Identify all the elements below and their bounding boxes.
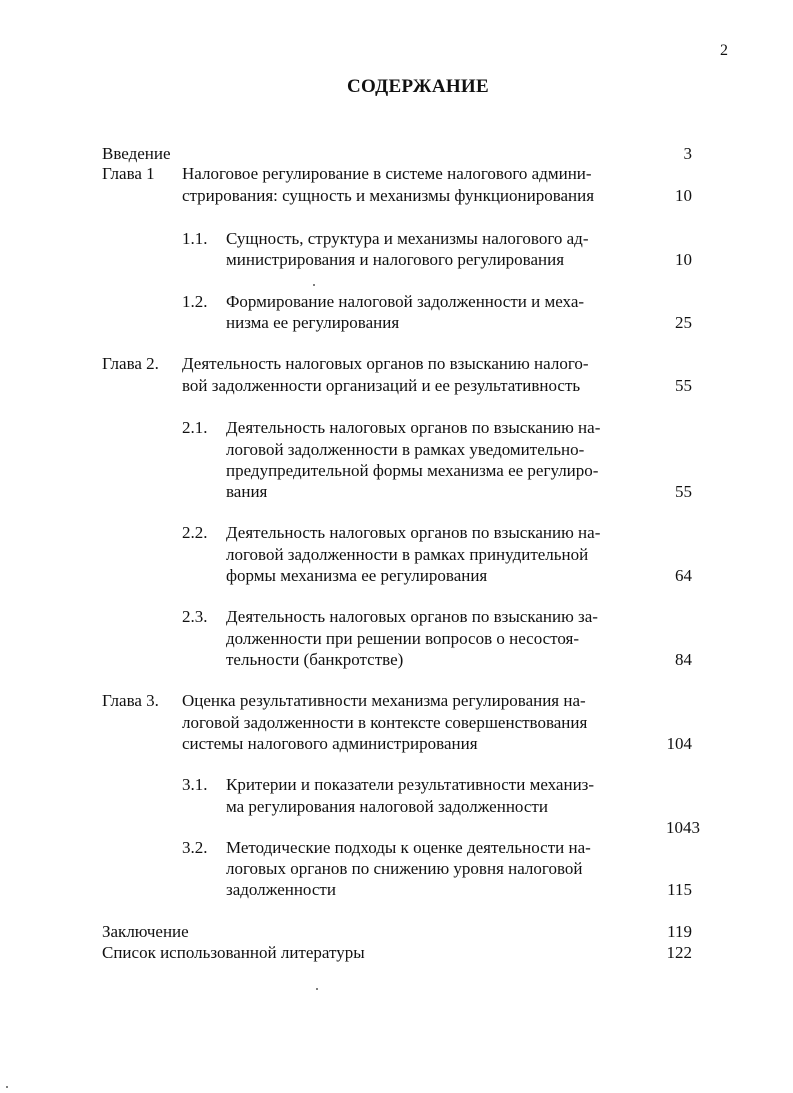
toc-section-2-2-line-1: Деятельность налоговых органов по взысканию на- (226, 523, 601, 542)
toc-section-3-2-page: 115 (667, 880, 692, 899)
toc-section-2-2-page: 64 (675, 566, 692, 585)
toc-section-1-1-number: 1.1. (182, 229, 208, 248)
toc-section-2-3-number: 2.3. (182, 607, 208, 626)
toc-section-2-3-line-3: тельности (банкротстве) (226, 650, 404, 669)
toc-bibliography-page: 122 (666, 943, 692, 962)
toc-chapter-3-label: Глава 3. (102, 691, 159, 710)
toc-section-2-3-line-2: долженности при решении вопросов о несостоя- (226, 629, 580, 648)
scan-speck (313, 284, 315, 286)
toc-section-1-1-page: 10 (675, 250, 692, 269)
toc-section-2-3-page: 84 (675, 650, 692, 669)
toc-section-2-2-number: 2.2. (182, 523, 208, 542)
toc-chapter-3-line-1: Оценка результативности механизма регулирования на- (182, 691, 586, 710)
toc-section-3-1-page: 1043 (666, 818, 700, 837)
toc-section-2-1-number: 2.1. (182, 418, 208, 437)
toc-chapter-1-line-2: стрирования: сущность и механизмы функционирования (182, 186, 595, 205)
toc-section-3-1-line-2: ма регулирования налоговой задолженности (226, 797, 548, 816)
toc-section-3-1-number: 3.1. (182, 775, 208, 794)
scan-speck (316, 988, 318, 990)
document-title: СОДЕРЖАНИЕ (347, 76, 489, 97)
toc-section-1-1-line-2: министрирования и налогового регулирования (226, 250, 565, 269)
toc-chapter-1-line-1: Налоговое регулирование в системе налогового админи- (182, 164, 592, 183)
toc-section-1-2-number: 1.2. (182, 292, 208, 311)
toc-section-2-1-line-1: Деятельность налоговых органов по взысканию на- (226, 418, 601, 437)
toc-section-2-2-line-3: формы механизма ее регулирования (226, 566, 488, 585)
toc-section-1-1-line-1: Сущность, структура и механизмы налогового ад- (226, 229, 589, 248)
toc-section-2-1-line-2: логовой задолженности в рамках уведомительно- (226, 440, 585, 459)
toc-section-3-2-line-2: логовых органов по снижению уровня налоговой (226, 859, 583, 878)
toc-section-3-2-line-1: Методические подходы к оценке деятельности на- (226, 838, 591, 857)
toc-section-2-2-line-2: логовой задолженности в рамках принудительной (226, 545, 589, 564)
toc-chapter-3-line-2: логовой задолженности в контексте совершенствования (182, 713, 588, 732)
toc-section-3-1-line-1: Критерии и показатели результативности механиз- (226, 775, 595, 794)
toc-section-2-3-line-1: Деятельность налоговых органов по взысканию за- (226, 607, 598, 626)
toc-section-2-1-line-3: предупредительной формы механизма ее регулиро- (226, 461, 599, 480)
page-number: 2 (720, 42, 728, 59)
toc-section-1-2-page: 25 (675, 313, 692, 332)
toc-chapter-3-line-3: системы налогового администрирования (182, 734, 478, 753)
toc-chapter-2-line-1: Деятельность налоговых органов по взысканию налого- (182, 354, 589, 373)
toc-chapter-1-label: Глава 1 (102, 164, 155, 183)
toc-section-2-1-line-4: вания (226, 482, 268, 501)
toc-chapter-2-page: 55 (675, 376, 692, 395)
toc-chapter-2-line-2: вой задолженности организаций и ее результативность (182, 376, 581, 395)
toc-chapter-1-page: 10 (675, 186, 692, 205)
toc-section-3-2-line-3: задолженности (226, 880, 336, 899)
toc-chapter-2-label: Глава 2. (102, 354, 159, 373)
toc-section-1-2-line-1: Формирование налоговой задолженности и меха- (226, 292, 585, 311)
toc-section-1-2-line-2: низма ее регулирования (226, 313, 400, 332)
toc-intro-label: Введение (102, 144, 171, 163)
toc-conclusion-label: Заключение (102, 922, 189, 941)
toc-section-3-2-number: 3.2. (182, 838, 208, 857)
toc-section-2-1-page: 55 (675, 482, 692, 501)
scan-speck (6, 1086, 8, 1088)
toc-bibliography-label: Список использованной литературы (102, 943, 365, 962)
toc-intro-page: 3 (683, 144, 692, 163)
toc-conclusion-page: 119 (667, 922, 692, 941)
toc-chapter-3-page: 104 (666, 734, 692, 753)
